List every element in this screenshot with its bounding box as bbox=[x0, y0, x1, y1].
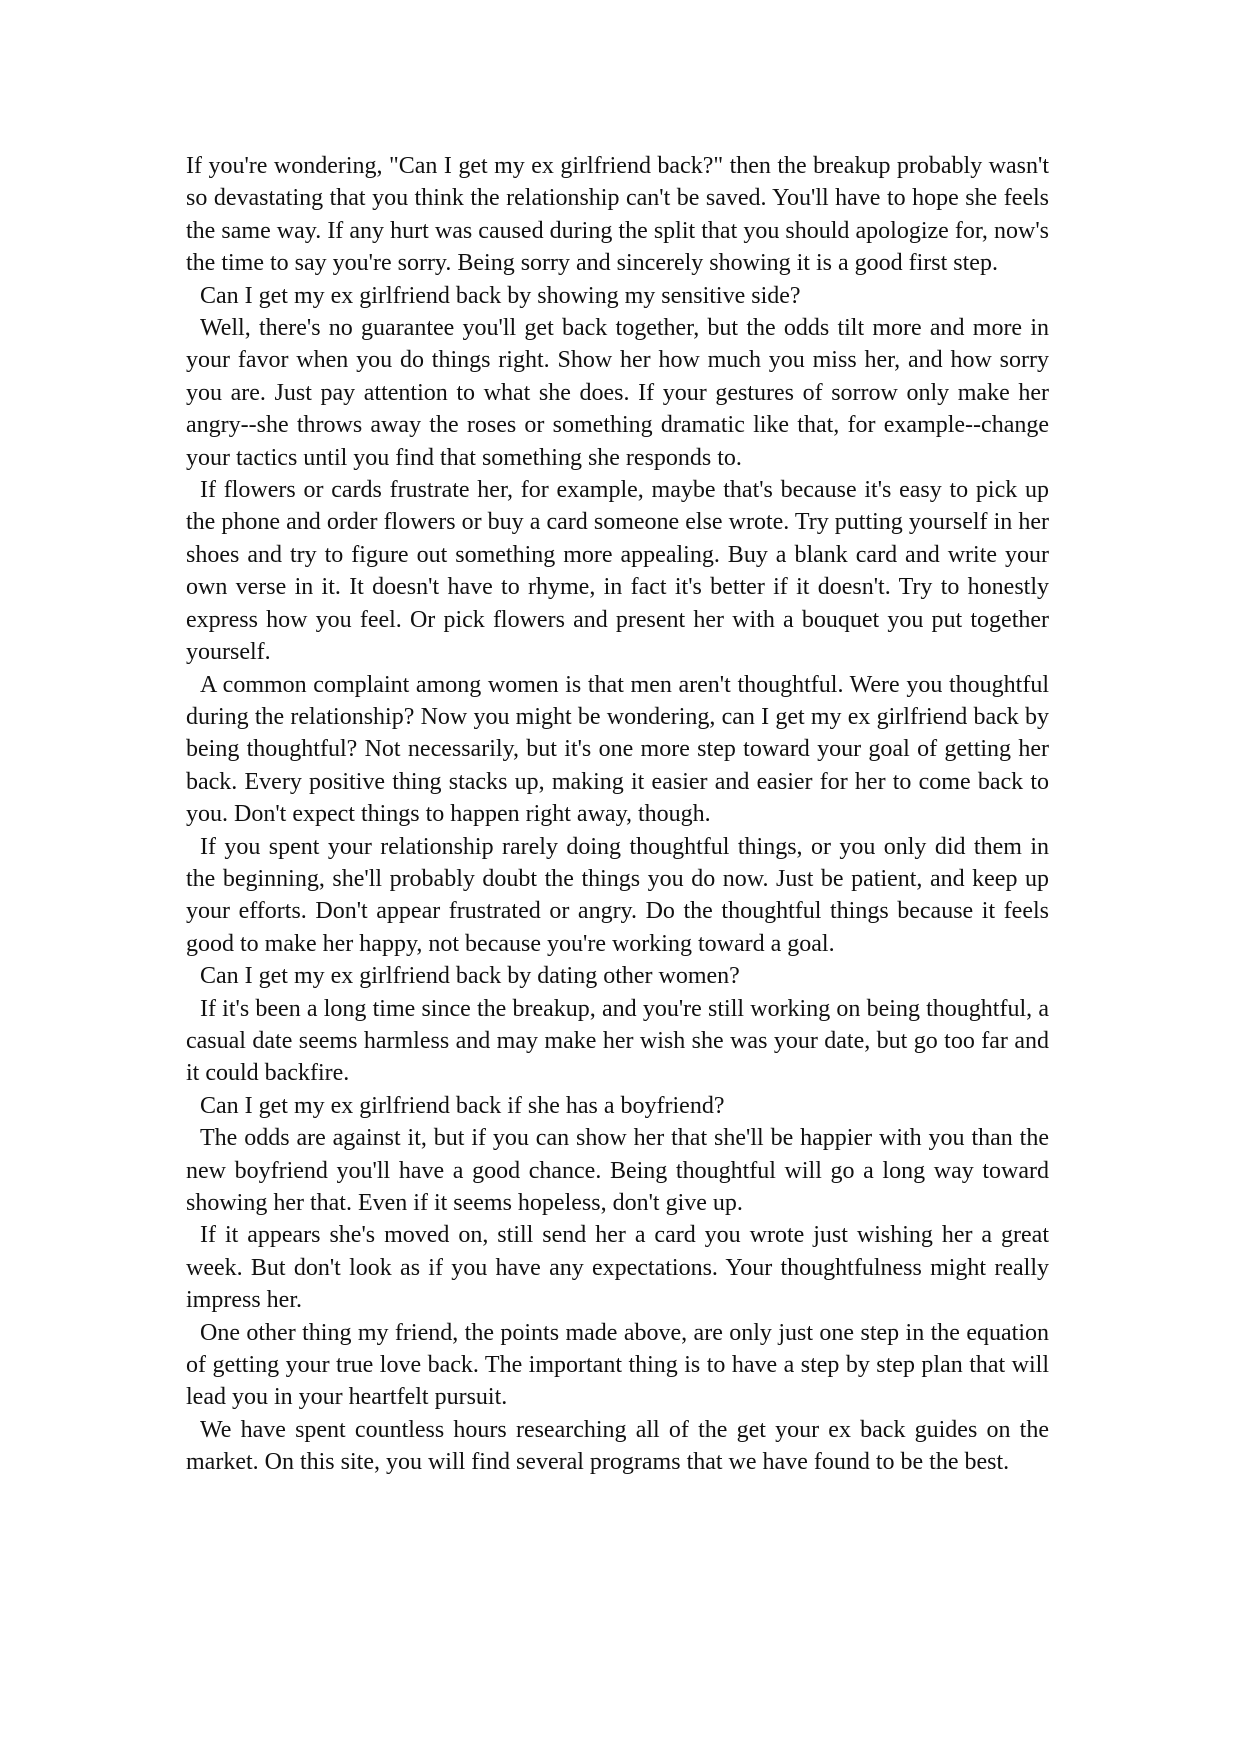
paragraph-question-dating-others: Can I get my ex girlfriend back by dating other women? bbox=[200, 963, 740, 990]
paragraph-odds-against: The odds are against it, but if you can show her that she'll be happier with you than the new boyfriend you'll have a good chance. Being thoughtful will go a long way toward showing her that. Even if it seems hopeless, don't give up. bbox=[186, 1125, 1049, 1216]
paragraph-closing: We have spent countless hours researching all of the get your ex back guides on the market. On this site, you will find several programs that we have found to be the best. bbox=[186, 1416, 1049, 1476]
paragraph-no-guarantee: Well, there's no guarantee you'll get back together, but the odds tilt more and more in your favor when you do things right. Show her how much you miss her, and how sorry you are. Just pay attention to what she does. If your gestures of sorrow only make her angry--she throws away the roses or something dramatic like that, for example--change your tactics until you find that something she responds to. bbox=[186, 315, 1049, 471]
article-body bbox=[186, 150, 1049, 1479]
paragraph-be-patient: If you spent your relationship rarely doing thoughtful things, or you only did them in the beginning, she'll probably doubt the things you do now. Just be patient, and keep up your efforts. Don't appear frustrated or angry. Do the thoughtful things because it feels good to make her happy, not because you're working toward a goal. bbox=[186, 833, 1049, 957]
paragraph-moved-on: If it appears she's moved on, still send her a card you wrote just wishing her a great week. But don't look as if you have any expectations. Your thoughtfulness might really impress her. bbox=[186, 1222, 1049, 1314]
paragraph-casual-date: If it's been a long time since the breakup, and you're still working on being thoughtful, a casual date seems harmless and may make her wish she was your date, but go too far and it could backfire. bbox=[186, 995, 1049, 1087]
paragraph-question-sensitive-side: Can I get my ex girlfriend back by showing my sensitive side? bbox=[200, 282, 801, 309]
paragraph-intro: If you're wondering, "Can I get my ex girlfriend back?" then the breakup probably wasn't so devastating that you think the relationship can't be saved. You'll have to hope she feels the same way. If any hurt was caused during the split that you should apologize for, now's the time to say you're sorry. Being sorry and sincerely showing it is a good first step. bbox=[186, 153, 1049, 277]
paragraph-step-by-step-plan: One other thing my friend, the points made above, are only just one step in the equation of getting your true love back. The important thing is to have a step by step plan that will lead you in your heartfelt pursuit. bbox=[186, 1319, 1049, 1411]
paragraph-flowers-cards: If flowers or cards frustrate her, for example, maybe that's because it's easy to pick up the phone and order flowers or buy a card someone else wrote. Try putting yourself in her shoes and try to figure out something more appealing. Buy a blank card and write your own verse in it. It doesn't have to rhyme, in fact it's better if it doesn't. Try to honestly express how you feel. Or pick flowers and present her with a bouquet you put together yourself. bbox=[186, 477, 1049, 666]
paragraph-question-new-boyfriend: Can I get my ex girlfriend back if she has a boyfriend? bbox=[200, 1092, 725, 1119]
paragraph-common-complaint: A common complaint among women is that men aren't thoughtful. Were you thoughtful during the relationship? Now you might be wondering, can I get my ex girlfriend back by being thoughtful? Not necessarily, but it's one more step toward your goal of getting her back. Every positive thing stacks up, making it easier and easier for her to come back to you. Don't expect things to happen right away, though. bbox=[186, 671, 1049, 828]
